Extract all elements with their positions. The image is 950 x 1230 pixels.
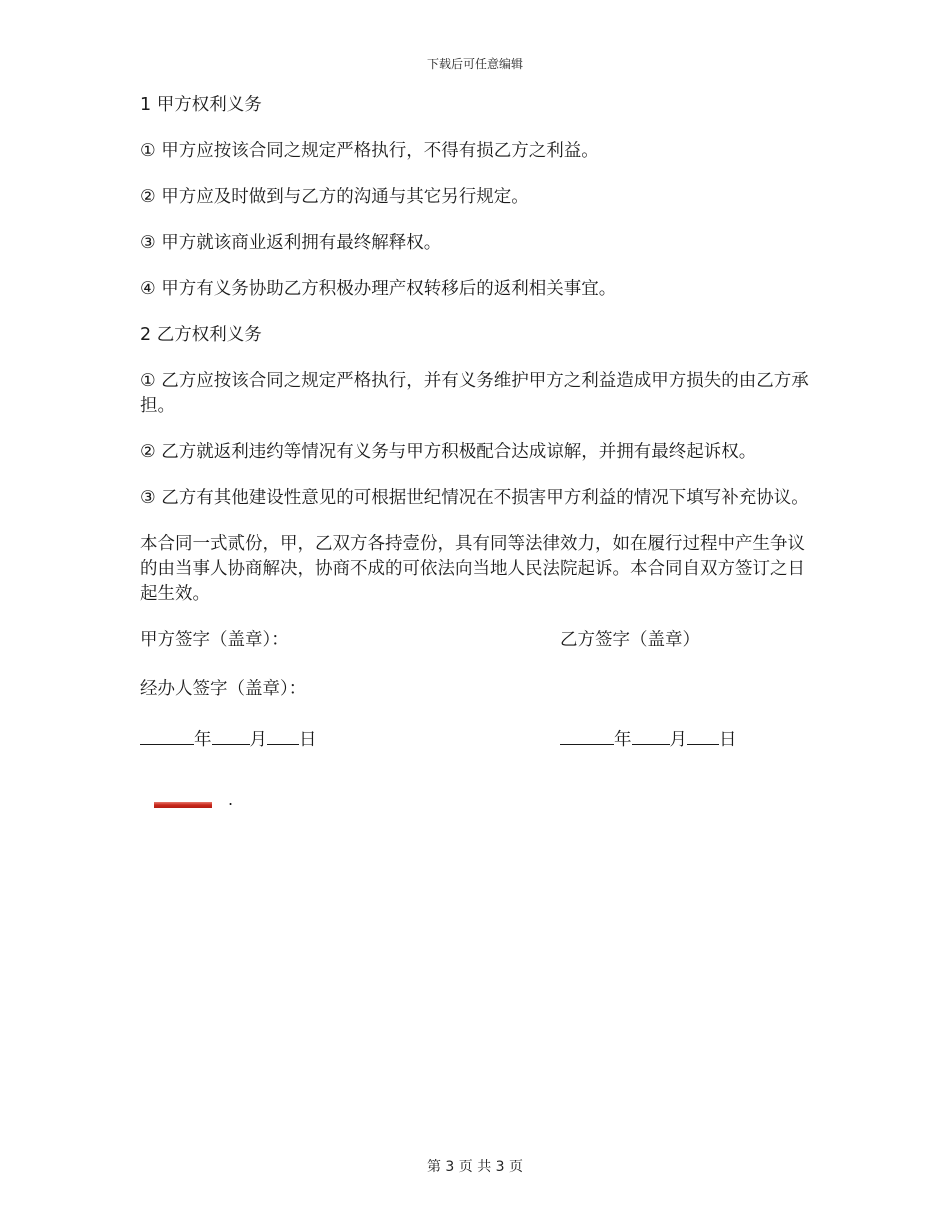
month-label: 月 xyxy=(249,730,267,750)
party-b-item-2: ② 乙方就返利违约等情况有义务与甲方积极配合达成谅解，并拥有最终起诉权。 xyxy=(140,442,757,462)
day-blank xyxy=(267,726,299,745)
party-b-item-1: ① 乙方应按该合同之规定严格执行，并有义务维护甲方之利益造成甲方损失的由乙方承担。 xyxy=(140,371,809,416)
year-label: 年 xyxy=(614,730,632,750)
month-label: 月 xyxy=(669,730,687,750)
year-label: 年 xyxy=(194,730,212,750)
party-a-item-1: ① 甲方应按该合同之规定严格执行，不得有损乙方之利益。 xyxy=(140,141,599,161)
day-label: 日 xyxy=(299,730,317,750)
signature-row xyxy=(140,628,820,653)
date-row xyxy=(140,726,820,751)
year-blank xyxy=(560,726,614,745)
party-b-item-3: ③ 乙方有其他建设性意见的可根据世纪情况在不损害甲方利益的情况下填写补充协议。 xyxy=(140,488,809,508)
party-a-item-4: ④ 甲方有义务协助乙方积极办理产权转移后的返利相关事宜。 xyxy=(140,279,617,299)
party-a-heading: 1 甲方权利义务 xyxy=(140,95,262,115)
day-blank xyxy=(687,726,719,745)
page-footer: 第 3 页 共 3 页 xyxy=(426,1159,524,1175)
party-a-signature-label: 甲方签字（盖章）： xyxy=(140,630,289,650)
party-a-date xyxy=(140,726,317,753)
closing-clause: 本合同一式贰份，甲，乙双方各持壹份，具有同等法律效力，如在履行过程中产生争议的由当事人协商解决，协商不成的可依法向当地人民法院起诉。本合同自双方签订之日起生效。 xyxy=(140,534,805,604)
page-header: 下载后可任意编辑 xyxy=(426,57,523,71)
party-a-item-3: ③ 甲方就该商业返利拥有最终解释权。 xyxy=(140,233,442,253)
agent-signature-label: 经办人签字（盖章）： xyxy=(140,679,307,699)
trailing-mark: . xyxy=(228,790,234,809)
day-label: 日 xyxy=(719,730,737,750)
month-blank xyxy=(632,726,670,745)
party-a-item-2: ② 甲方应及时做到与乙方的沟通与其它另行规定。 xyxy=(140,187,529,207)
document-body xyxy=(140,93,820,751)
agent-signature-row xyxy=(140,677,820,702)
party-b-heading: 2 乙方权利义务 xyxy=(140,325,262,345)
year-blank xyxy=(140,726,194,745)
red-decorative-bar xyxy=(154,802,212,808)
month-blank xyxy=(212,726,250,745)
party-b-signature-label: 乙方签字（盖章） xyxy=(560,630,700,650)
party-b-date xyxy=(560,726,737,753)
